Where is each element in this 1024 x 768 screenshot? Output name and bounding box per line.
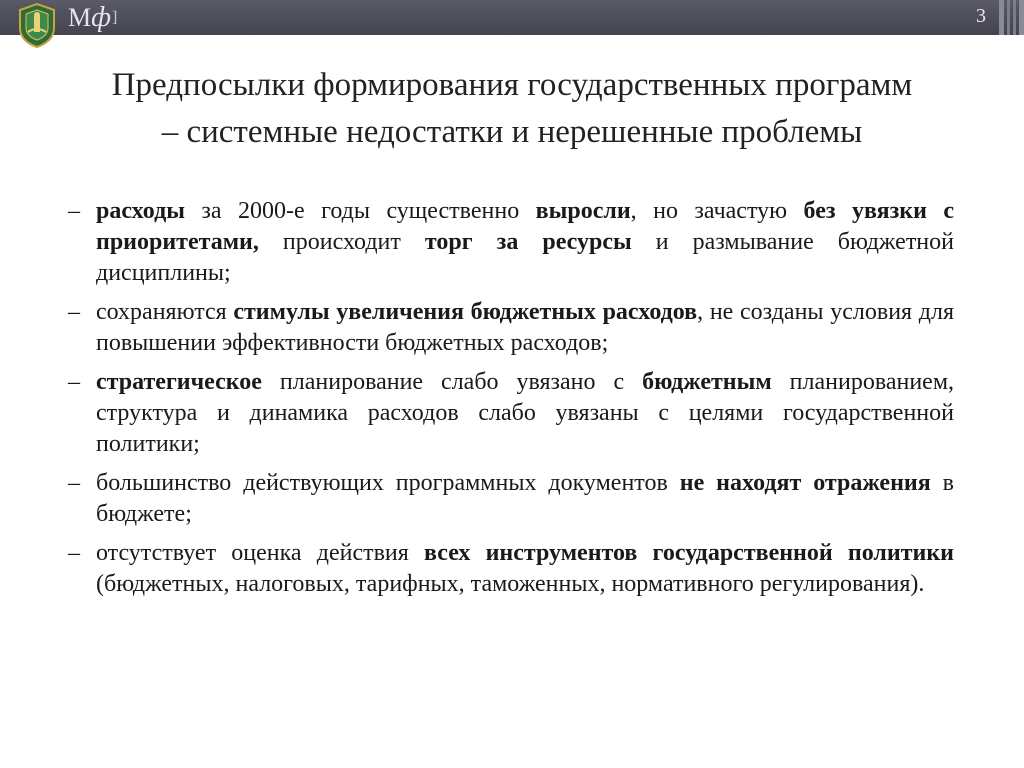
bullet-item: – отсутствует оценка действия всех инструментов государственной политики (бюджетных, налоговых, тарифных, таможенных, нормативного регулирования). bbox=[68, 540, 954, 597]
bullet-item: – сохраняются стимулы увеличения бюджетных расходов, не созданы условия для повышении эффективности бюджетных расходов; bbox=[68, 299, 954, 356]
bullet-item: – расходы за 2000-е годы существенно выросли, но зачастую без увязки с приоритетами, происходит торг за ресурсы и размывание бюджетной дисциплины; bbox=[68, 198, 955, 286]
dash-marker: – bbox=[68, 299, 80, 325]
slide-title-line2: – системные недостатки и нерешенные проблемы bbox=[161, 114, 863, 150]
dash-marker: – bbox=[68, 540, 80, 566]
bullet-item: – стратегическое планирование слабо увязано с бюджетным планированием, структура и динамика расходов слабо увязаны с целями государственной политики; bbox=[68, 369, 955, 457]
slide-number: 3 bbox=[976, 5, 986, 27]
slide-title bbox=[0, 62, 1024, 156]
dash-marker: – bbox=[68, 198, 80, 224]
ministry-emblem-icon bbox=[16, 2, 58, 48]
slide-title-line1: Предпосылки формирования государственных программ bbox=[111, 67, 913, 103]
ministry-logo-text: Мф] bbox=[68, 2, 118, 33]
dash-marker: – bbox=[68, 470, 80, 496]
bullet-item: – большинство действующих программных документов не находят отражения в бюджете; bbox=[68, 470, 954, 527]
header-decor-stripes bbox=[999, 0, 1024, 35]
bullet-list bbox=[66, 196, 954, 608]
dash-marker: – bbox=[68, 369, 80, 395]
header-bar bbox=[0, 0, 1024, 35]
